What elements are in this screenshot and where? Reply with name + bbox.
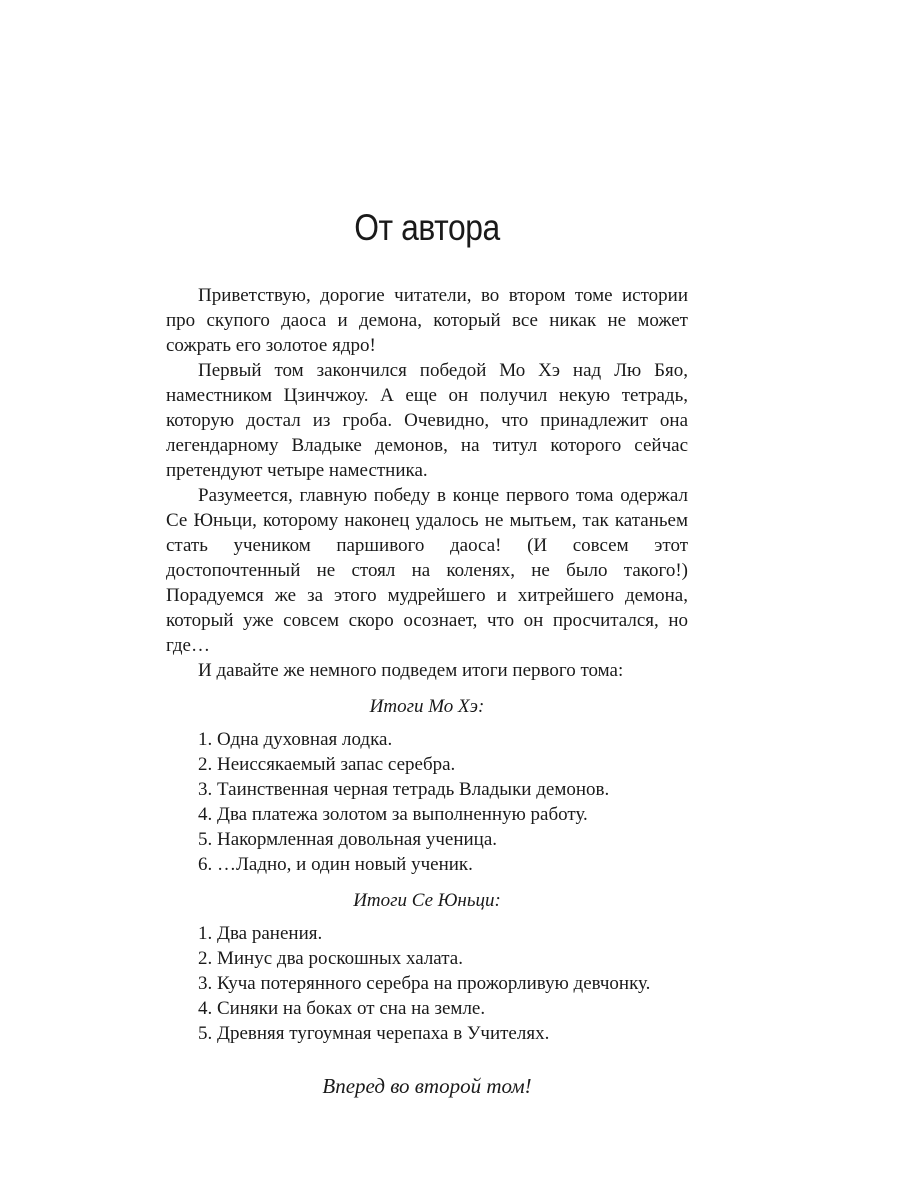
paragraph-summary-intro: И давайте же немного подведем итоги первого тома: (198, 660, 624, 681)
list-mo-he (166, 727, 688, 877)
paragraph-greeting: Приветствую, дорогие читатели, во втором томе истории про скупого даоса и демона, который все никак не может сожрать его золотое ядро! (166, 285, 688, 356)
closing-line: Вперед во второй том! (322, 1074, 532, 1098)
list-item: 1. Два ранения. (198, 923, 323, 944)
list-se-yunqi (166, 921, 688, 1046)
list-item: 3. Таинственная черная тетрадь Владыки демонов. (198, 779, 610, 800)
list-item: 2. Минус два роскошных халата. (198, 948, 463, 969)
list-item: 4. Синяки на боках от сна на земле. (198, 998, 486, 1019)
list-item: 4. Два платежа золотом за выполненную работу. (198, 804, 588, 825)
page-title: От автора (354, 207, 500, 248)
paragraph-first-volume: Первый том закончился победой Мо Хэ над Лю Бяо, наместником Цзинчжоу. А еще он получил некую тетрадь, которую достал из гроба. Очевидно, что принадлежит она легендарному Владыке демонов, на титул которого сейчас претендуют четыре наместника. (166, 360, 688, 481)
list-item: 2. Неиссякаемый запас серебра. (198, 754, 456, 775)
paragraph-victory: Разумеется, главную победу в конце первого тома одержал Се Юньци, которому наконец удалось не мытьем, так катаньем стать учеником паршивого даоса! (И совсем этот достопочтенный не стоял на коленях, не было такого!) Порадуемся же за этого мудрейшего и хитрейшего демона, который уже совсем скоро осознает, что он просчитался, но где… (166, 485, 688, 656)
section-heading-se-yunqi: Итоги Се Юньци: (353, 890, 501, 911)
list-item: 5. Древняя тугоумная черепаха в Учителях. (198, 1023, 550, 1044)
section-heading-mo-he: Итоги Мо Хэ: (369, 696, 485, 717)
list-item: 6. …Ладно, и один новый ученик. (198, 854, 473, 875)
page-content (166, 205, 688, 1100)
list-item: 1. Одна духовная лодка. (198, 729, 393, 750)
list-item: 3. Куча потерянного серебра на прожорливую девчонку. (198, 973, 651, 994)
list-item: 5. Накормленная довольная ученица. (198, 829, 497, 850)
